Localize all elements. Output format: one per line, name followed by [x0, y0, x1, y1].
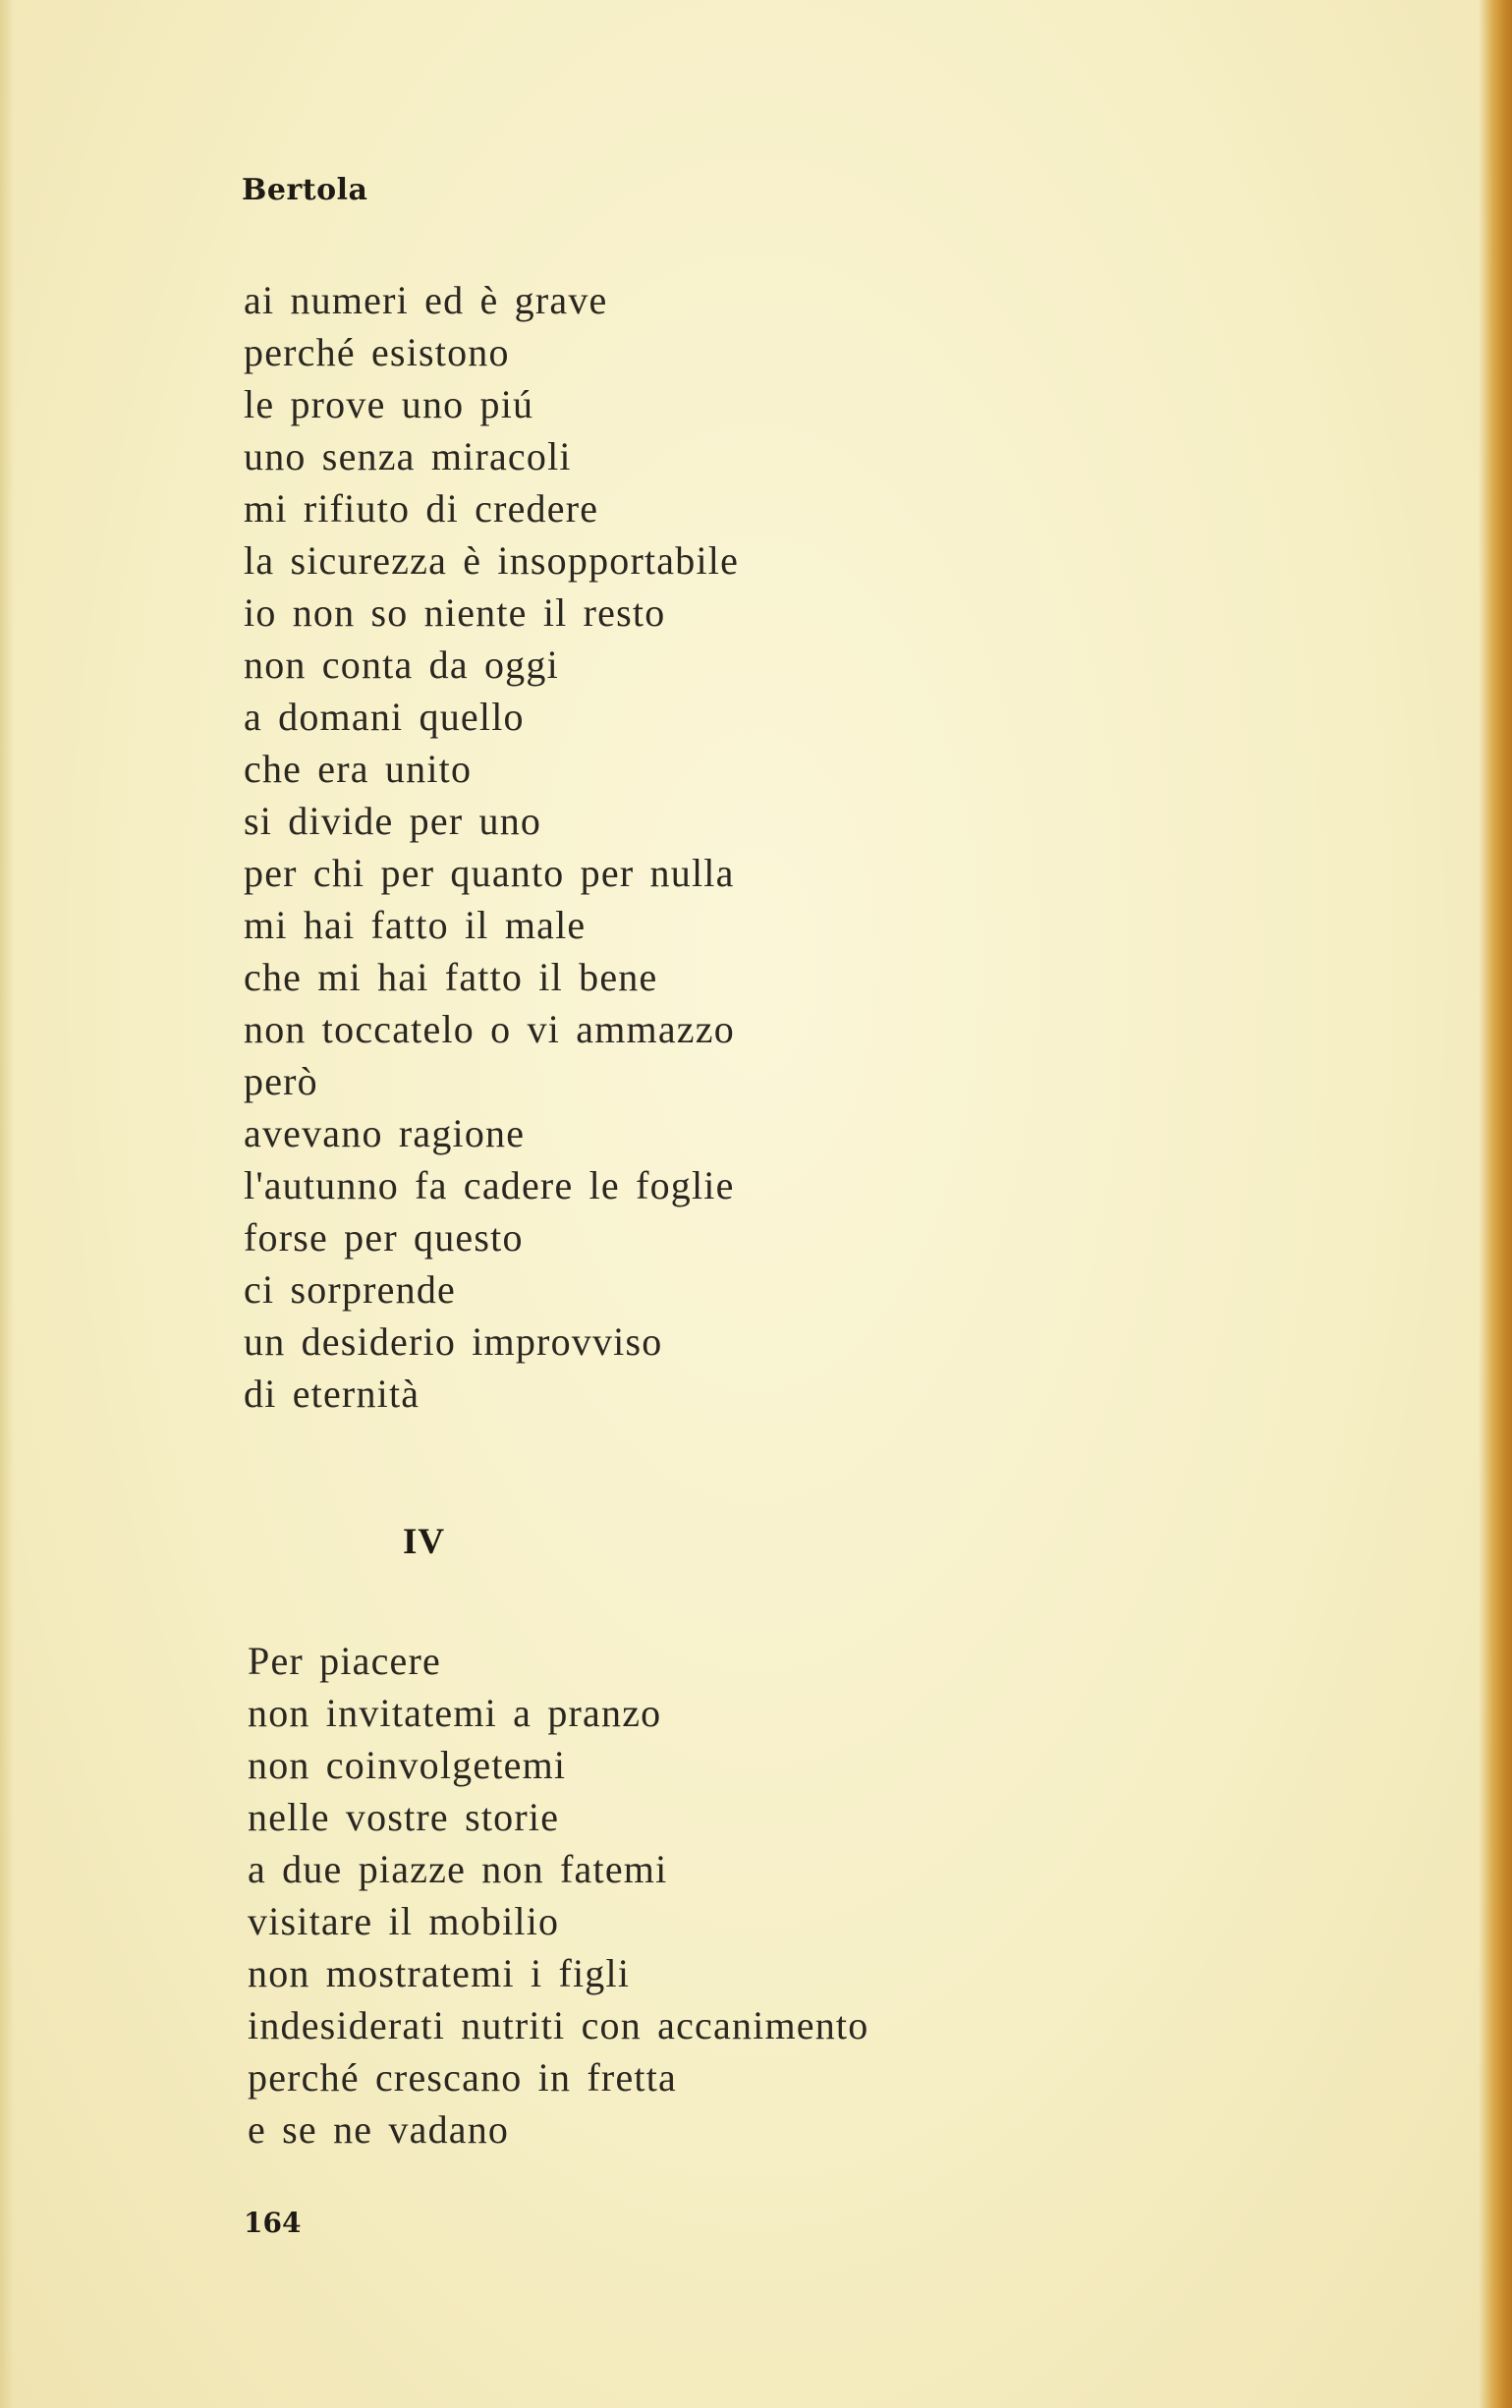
verse-line: l'autunno fa cadere le foglie — [244, 1163, 735, 1207]
verse-line: che era unito — [244, 747, 473, 791]
verse-line: di eternità — [244, 1372, 420, 1416]
verse-line: si divide per uno — [244, 799, 542, 843]
verse-line: uno senza miracoli — [244, 434, 572, 478]
verse-line: non mostratemi i figli — [248, 1951, 631, 1995]
verse-line: mi hai fatto il male — [244, 903, 587, 947]
verse-line: non conta da oggi — [244, 643, 559, 687]
verse-line: forse per questo — [244, 1215, 524, 1260]
verse-line: Per piacere — [248, 1639, 441, 1683]
verse-line: che mi hai fatto il bene — [244, 955, 658, 999]
verse-line: e se ne vadano — [248, 2107, 510, 2152]
verse-line: io non so niente il resto — [244, 590, 666, 635]
verse-line: avevano ragione — [244, 1111, 526, 1155]
verse-line: ai numeri ed è grave — [244, 278, 608, 322]
verse-line: la sicurezza è insopportabile — [244, 538, 740, 583]
verse-line: nelle vostre storie — [248, 1795, 560, 1839]
verse-line: le prove uno piú — [244, 382, 534, 426]
verse-line: non coinvolgetemi — [248, 1743, 567, 1787]
poem-stanza-2 — [248, 1635, 868, 2156]
verse-line: mi rifiuto di credere — [244, 486, 599, 531]
verse-line: un desiderio improvviso — [244, 1319, 663, 1364]
page-edge — [1479, 0, 1512, 2408]
verse-line: per chi per quanto per nulla — [244, 851, 735, 895]
verse-line: non invitatemi a pranzo — [248, 1691, 662, 1735]
running-header: Bertola — [242, 173, 368, 207]
verse-line: indesiderati nutriti con accanimento — [248, 2003, 869, 2047]
verse-line: però — [244, 1059, 318, 1103]
verse-line: ci sorprende — [244, 1267, 456, 1312]
verse-line: perché esistono — [244, 330, 510, 374]
poem-stanza-1 — [244, 274, 739, 1420]
verse-line: a due piazze non fatemi — [248, 1847, 668, 1891]
section-number: IV — [403, 1522, 446, 1562]
verse-line: visitare il mobilio — [248, 1899, 560, 1943]
verse-line: non toccatelo o vi ammazzo — [244, 1007, 735, 1051]
verse-line: a domani quello — [244, 695, 525, 739]
page-number: 164 — [244, 2207, 302, 2239]
verse-line: perché crescano in fretta — [248, 2055, 677, 2100]
